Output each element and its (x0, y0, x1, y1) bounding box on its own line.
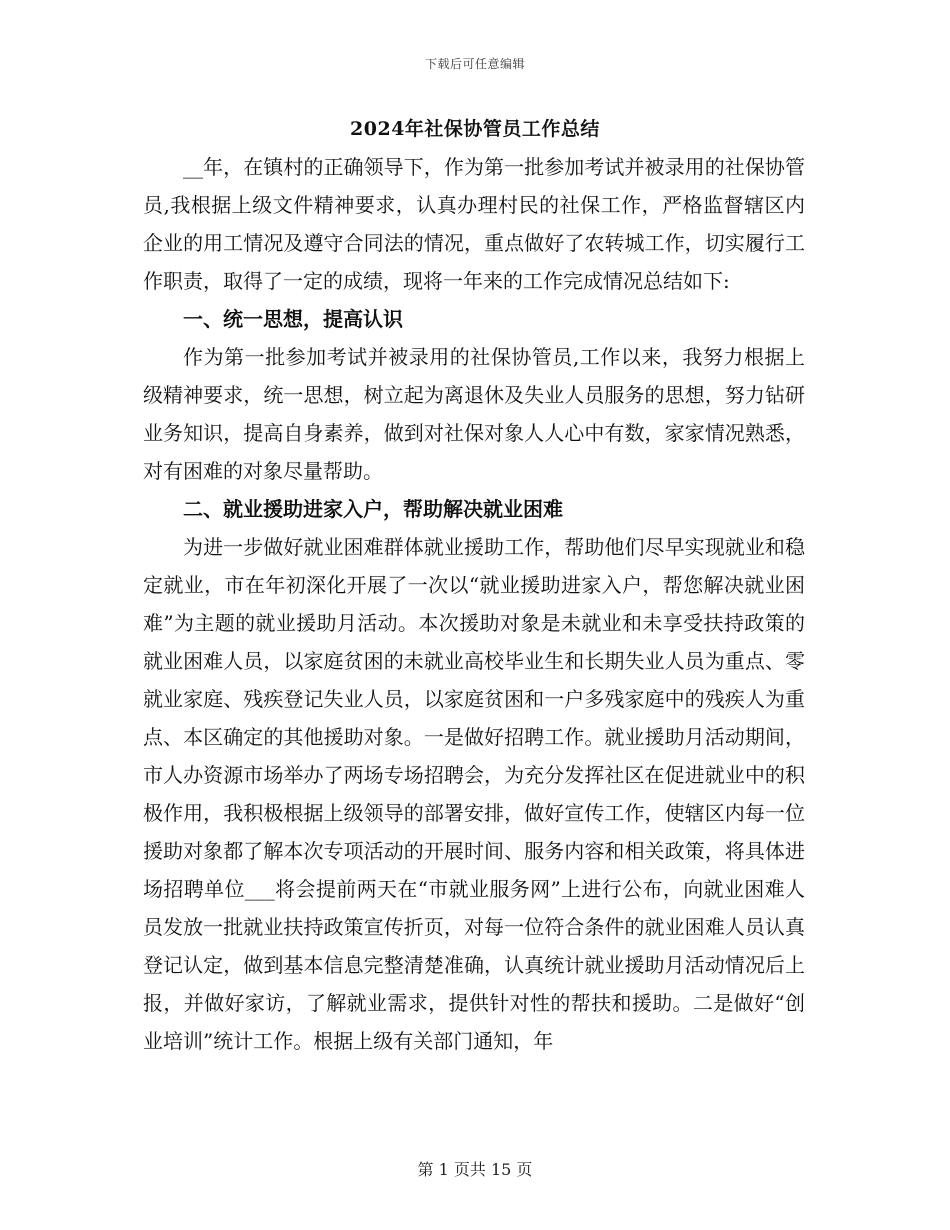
section-body-2: 为进一步做好就业困难群体就业援助工作，帮助他们尽早实现就业和稳定就业，市在年初深化开展了一次以“就业援助进家入户，帮您解决就业困难”为主题的就业援助月活动。本次援助对象是未就业和未享受扶持政策的就业困难人员，以家庭贫困的未就业高校毕业生和长期失业人员为重点、零就业家庭、残疾登记失业人员，以家庭贫困和一户多残家庭中的残疾人为重点、本区确定的其他援助对象。一是做好招聘工作。就业援助月活动期间，市人办资源市场举办了两场专场招聘会，为充分发挥社区在促进就业中的积极作用，我积极根据上级领导的部署安排，做好宣传工作，使辖区内每一位援助对象都了解本次专项活动的开展时间、服务内容和相关政策，将具体进场招聘单位___将会提前两天在“市就业服务网”上进行公布，向就业困难人员发放一批就业扶持政策宣传折页，对每一位符合条件的就业困难人员认真登记认定，做到基本信息完整清楚准确，认真统计就业援助月活动情况后上报，并做好家访，了解就业需求，提供针对性的帮扶和援助。二是做好“创业培训”统计工作。根据上级有关部门通知，年 (143, 535, 805, 1053)
section-heading-1: 一、统一思想，提高认识 (183, 307, 403, 331)
section-heading-2: 二、就业援助进家入户，帮助解决就业困难 (183, 497, 563, 521)
page-header-note: 下载后可任意编辑 (424, 57, 525, 71)
document-body (143, 148, 805, 1060)
document-title: 2024年社保协管员工作总结 (350, 118, 600, 140)
intro-paragraph: __年，在镇村的正确领导下，作为第一批参加考试并被录用的社保协管员,我根据上级文件精神要求，认真办理村民的社保工作，严格监督辖区内企业的用工情况及遵守合同法的情况，重点做好了农转城工作，切实履行工作职责，取得了一定的成绩，现将一年来的工作完成情况总结如下: (143, 155, 805, 293)
section-body-1: 作为第一批参加考试并被录用的社保协管员,工作以来，我努力根据上级精神要求，统一思想，树立起为离退休及失业人员服务的思想，努力钻研业务知识，提高自身素养，做到对社保对象人人心中有数，家家情况熟悉，对有困难的对象尽量帮助。 (143, 345, 805, 483)
page-number: 第 1 页共 15 页 (417, 1160, 533, 1179)
